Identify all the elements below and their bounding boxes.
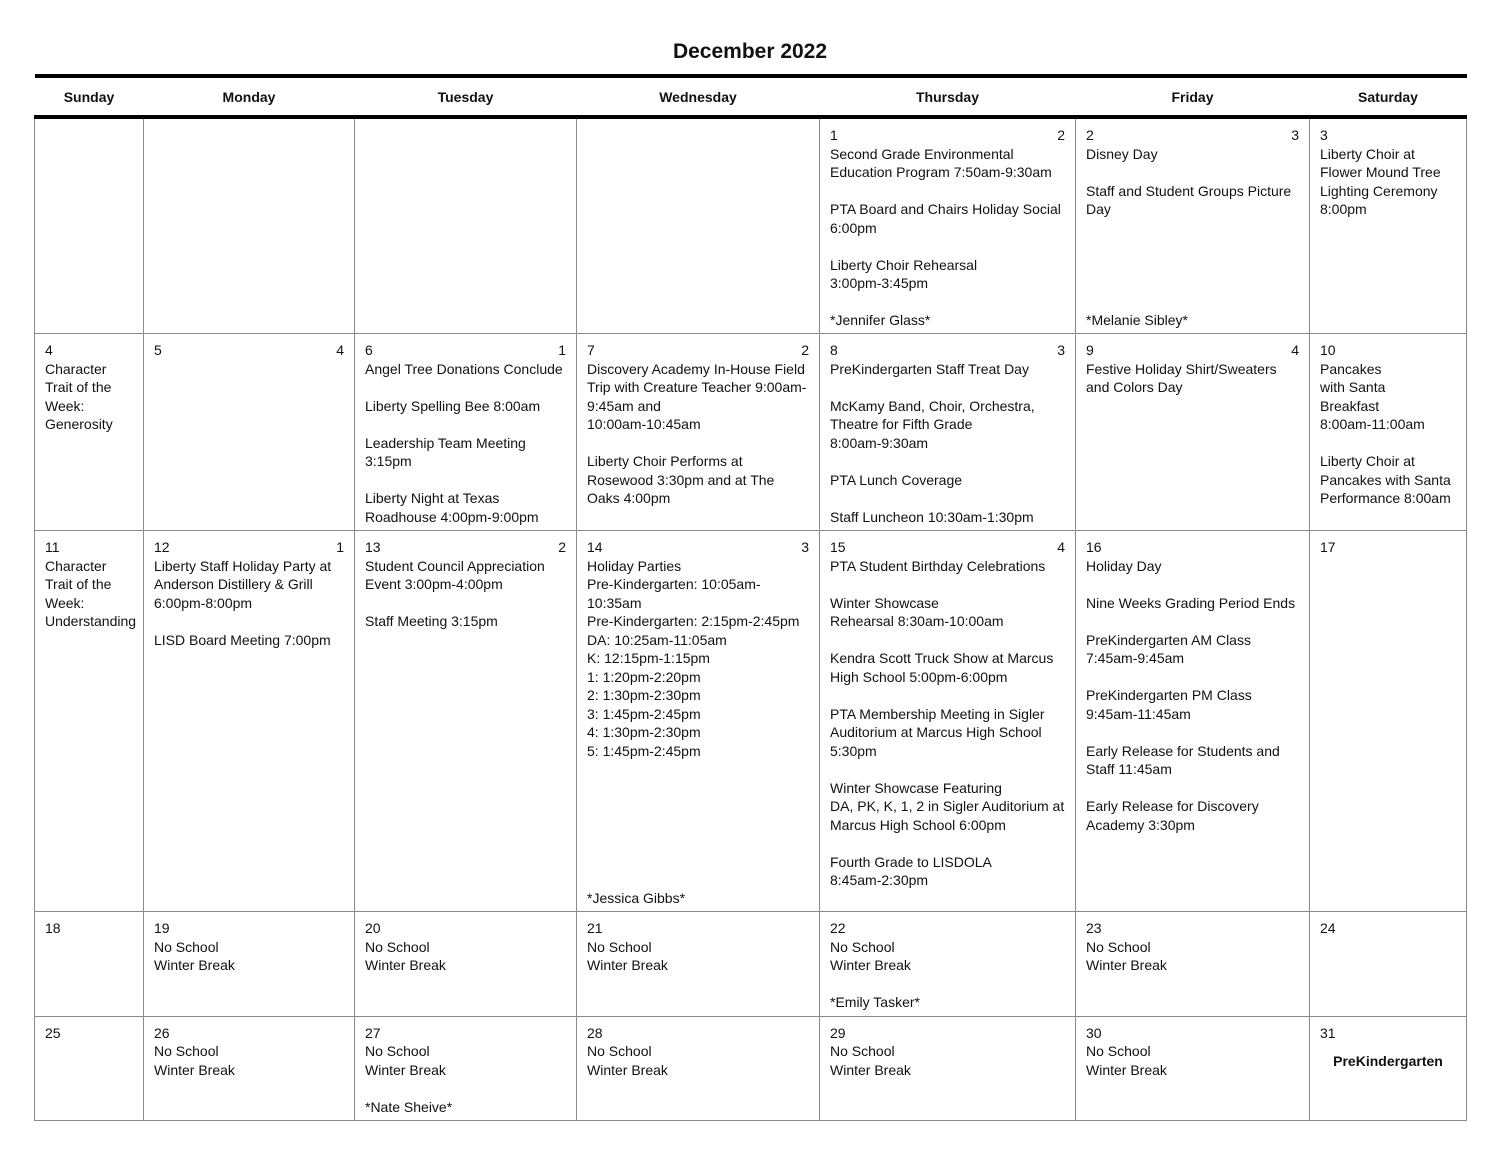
day-number: 19	[154, 920, 170, 936]
day-number: 14	[587, 539, 603, 555]
day-number: 21	[587, 920, 603, 936]
day-cell	[1310, 334, 1467, 531]
day-events: No School Winter Break	[154, 1043, 235, 1078]
day-number: 15	[830, 539, 846, 555]
day-cell	[144, 531, 355, 912]
day-cell	[1310, 531, 1467, 912]
day-number: 29	[830, 1024, 846, 1041]
day-cell	[355, 531, 577, 912]
day-cell	[1310, 117, 1467, 334]
day-number: 11	[45, 539, 60, 555]
day-events: No School Winter Break *Emily Tasker*	[830, 938, 920, 1010]
day-index: 3	[1057, 342, 1065, 358]
day-events: Festive Holiday Shirt/Sweaters and Colors Day	[1086, 360, 1277, 395]
weekday-header: Sunday	[35, 76, 144, 117]
day-cell	[355, 1016, 577, 1121]
day-events: Character Trait of the Week: Generosity	[45, 360, 113, 432]
day-events: No School Winter Break	[365, 938, 446, 973]
day-number: 4	[45, 342, 53, 358]
day-number: 16	[1086, 539, 1102, 555]
day-index: 3	[1291, 127, 1299, 143]
day-cell	[820, 117, 1076, 334]
day-index: 1	[336, 539, 344, 555]
weekday-header-row	[35, 76, 1467, 117]
day-events: Liberty Staff Holiday Party at Anderson Distillery & Grill 6:00pm-8:00pm LISD Board Meeting 7:00pm	[154, 557, 332, 648]
day-events: No School Winter Break *Nate Sheive*	[365, 1043, 453, 1115]
day-cell	[820, 912, 1076, 1017]
day-events: Disney Day Staff and Student Groups Picture Day	[1086, 145, 1292, 217]
day-staff-note: *Jessica Gibbs*	[587, 889, 686, 906]
day-cell	[355, 117, 577, 334]
day-staff-note: *Melanie Sibley*	[1086, 311, 1188, 328]
day-staff-note: *Jennifer Glass*	[830, 311, 931, 328]
weekday-header: Wednesday	[577, 76, 820, 117]
day-number: 12	[154, 539, 170, 555]
calendar-title: December 2022	[672, 40, 828, 63]
day-cell	[144, 912, 355, 1017]
day-number: 6	[365, 342, 373, 358]
day-number: 1	[830, 127, 838, 143]
day-cell	[1076, 117, 1310, 334]
day-events: Student Council Appreciation Event 3:00pm-4:00pm Staff Meeting 3:15pm	[365, 557, 545, 629]
day-number: 31	[1320, 1024, 1336, 1041]
day-events: Holiday Parties Pre-Kindergarten: 10:05am-10:35am Pre-Kindergarten: 2:15pm-2:45pm DA: 10:25am-11:05am K: 12:15pm-1:15pm 1: 1:20pm-2:20pm 2: 1:30pm-2:30pm 3: 1:45pm-2:45pm 4: 1:30pm-2:30pm 5: 1:45pm-2:45pm	[587, 557, 800, 759]
day-events: No School Winter Break	[1086, 938, 1167, 973]
day-cell	[144, 117, 355, 334]
day-index: 4	[1057, 539, 1065, 555]
weekday-header: Monday	[144, 76, 355, 117]
day-events: No School Winter Break	[1086, 1043, 1167, 1078]
day-events: Discovery Academy In-House Field Trip with Creature Teacher 9:00am-9:45am and 10:00am-10:45am Liberty Choir Performs at Rosewood 3:30pm and at The Oaks 4:00pm	[587, 360, 807, 506]
week-row	[35, 117, 1467, 334]
day-number: 24	[1320, 920, 1336, 936]
day-cell	[577, 531, 820, 912]
week-row	[35, 912, 1467, 1017]
day-cell	[1076, 334, 1310, 531]
day-cell	[35, 117, 144, 334]
day-number: 13	[365, 539, 381, 555]
day-number: 17	[1320, 539, 1336, 555]
day-number: 27	[365, 1024, 381, 1041]
day-events: PreKindergarten Staff Treat Day McKamy Band, Choir, Orchestra, Theatre for Fifth Grade 8:00am-9:30am PTA Lunch Coverage Staff Luncheon 10:30am-1:30pm	[830, 360, 1035, 525]
weekday-header: Saturday	[1310, 76, 1467, 117]
calendar-grid	[34, 74, 1467, 1121]
day-number: 7	[587, 342, 595, 358]
day-cell	[355, 334, 577, 531]
day-cell	[1076, 1016, 1310, 1121]
day-number: 8	[830, 342, 838, 358]
day-cell	[820, 531, 1076, 912]
day-number: 23	[1086, 920, 1102, 936]
day-cell	[144, 334, 355, 531]
day-number: 22	[830, 920, 846, 936]
day-events: PTA Student Birthday Celebrations Winter Showcase Rehearsal 8:30am-10:00am Kendra Scott Truck Show at Marcus High School 5:00pm-6:00pm PTA Membership Meeting in Sigler Auditorium at Marcus High School 5:30pm Winter Showcase Featuring DA, PK, K, 1, 2 in Sigler Auditorium at Marcus High School 6:00pm Fourth Grade to LISDOLA 8:45am-2:30pm	[830, 557, 1065, 888]
day-cell	[1076, 531, 1310, 912]
day-number: 25	[45, 1024, 61, 1041]
day-events: No School Winter Break	[587, 1043, 668, 1078]
day-number: 9	[1086, 342, 1094, 358]
day-events: Pancakes with Santa Breakfast 8:00am-11:00am Liberty Choir at Pancakes with Santa Performance 8:00am	[1320, 360, 1451, 506]
day-cell	[577, 1016, 820, 1121]
day-events: Angel Tree Donations Conclude Liberty Spelling Bee 8:00am Leadership Team Meeting 3:15pm Liberty Night at Texas Roadhouse 4:00pm-9:00pm	[365, 360, 563, 525]
day-index: 2	[558, 539, 566, 555]
day-cell	[820, 1016, 1076, 1121]
day-number: 28	[587, 1024, 603, 1041]
weekday-header: Tuesday	[355, 76, 577, 117]
day-number: 5	[154, 342, 162, 358]
day-number: 26	[154, 1024, 170, 1041]
day-number: 30	[1086, 1024, 1102, 1041]
day-cell	[1310, 912, 1467, 1017]
day-cell	[144, 1016, 355, 1121]
week-row	[35, 1016, 1467, 1121]
day-cell	[35, 912, 144, 1017]
day-cell	[355, 912, 577, 1017]
day-index: 4	[1291, 342, 1299, 358]
day-number: 2	[1086, 127, 1094, 143]
day-index: 2	[1057, 127, 1065, 143]
day-cell	[35, 531, 144, 912]
day-cell	[35, 1016, 144, 1121]
day-highlight: PreKindergarten	[1333, 1053, 1443, 1069]
weekday-header: Friday	[1076, 76, 1310, 117]
day-cell	[577, 117, 820, 334]
week-row	[35, 531, 1467, 912]
day-index: 3	[801, 539, 809, 555]
day-events: Second Grade Environmental Education Program 7:50am-9:30am PTA Board and Chairs Holiday Social 6:00pm Liberty Choir Rehearsal 3:00pm-3:45pm	[830, 145, 1061, 291]
day-number: 3	[1320, 127, 1328, 143]
day-number: 18	[45, 920, 61, 936]
day-index: 2	[801, 342, 809, 358]
day-events: Liberty Choir at Flower Mound Tree Lighting Ceremony 8:00pm	[1320, 145, 1441, 217]
day-cell	[1076, 912, 1310, 1017]
day-cell	[820, 334, 1076, 531]
day-events: Holiday Day Nine Weeks Grading Period Ends PreKindergarten AM Class 7:45am-9:45am PreKindergarten PM Class 9:45am-11:45am Early Release for Students and Staff 11:45am Early Release for Discovery Academy 3:30pm	[1086, 557, 1296, 833]
weekday-header: Thursday	[820, 76, 1076, 117]
day-events: Character Trait of the Week: Understanding	[45, 557, 137, 629]
day-events: No School Winter Break	[830, 1043, 911, 1078]
day-number: 10	[1320, 342, 1336, 358]
day-index: 1	[558, 342, 566, 358]
day-events: No School Winter Break	[154, 938, 235, 973]
day-cell	[35, 334, 144, 531]
day-index: 4	[336, 342, 344, 358]
day-cell	[1310, 1016, 1467, 1121]
day-number: 20	[365, 920, 381, 936]
week-row	[35, 334, 1467, 531]
day-cell	[577, 334, 820, 531]
day-events: No School Winter Break	[587, 938, 668, 973]
day-cell	[577, 912, 820, 1017]
